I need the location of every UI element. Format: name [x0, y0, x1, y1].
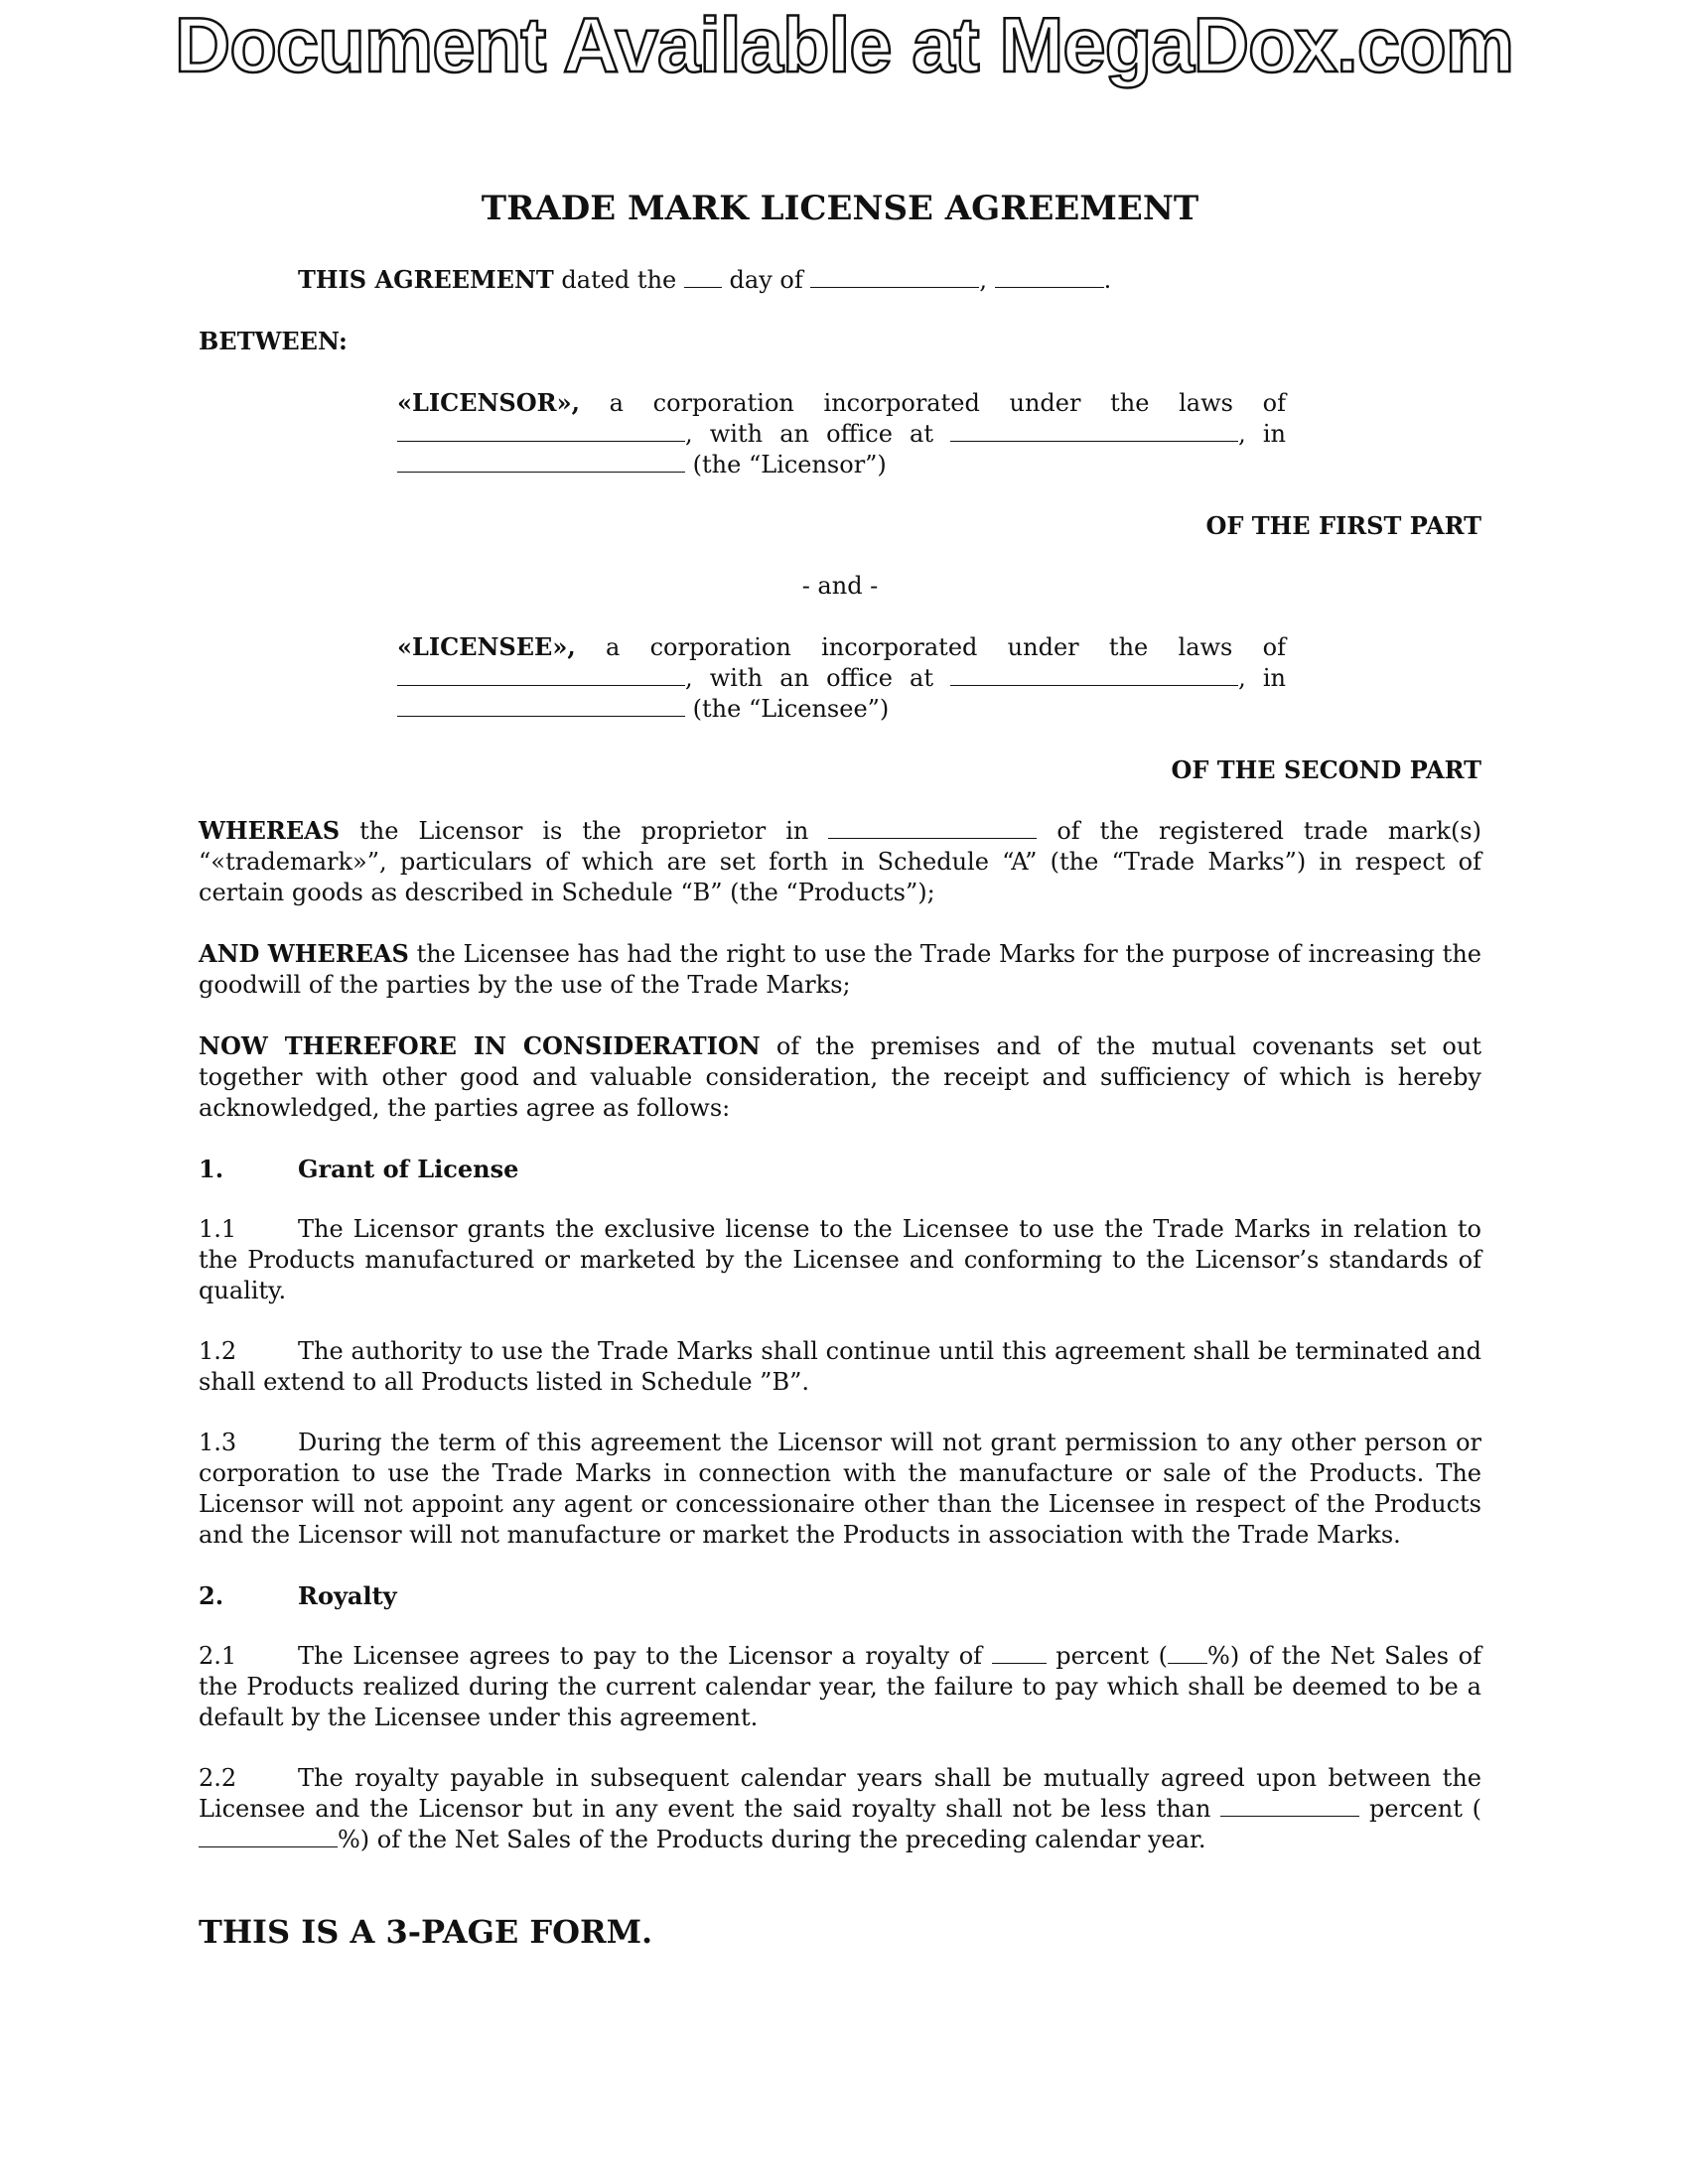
month-blank — [810, 265, 979, 288]
licensor-location-blank — [397, 450, 685, 473]
minimum-royalty-words-blank — [1220, 1794, 1359, 1817]
and-whereas-text: the Licensee has had the right to use the Trade Marks for the purpose of increasing the goodwill of the parties by the use of the Trade Marks; — [199, 940, 1481, 999]
now-therefore-lead: NOW THEREFORE IN CONSIDERATION — [199, 1031, 761, 1060]
whereas-lead: WHEREAS — [199, 816, 341, 845]
licensor-jurisdiction-blank — [397, 419, 685, 442]
licensor-incorporation: a corporation incorporated under the laws of — [609, 389, 1286, 417]
between-text: BETWEEN: — [199, 327, 348, 355]
clause-1-1-text: The Licensor grants the exclusive license to the Licensee to use the Trade Marks in relation to the Products manufactured or marketed by the Licensee and conforming to the Licensor’s standards of quality. — [199, 1215, 1481, 1304]
clause-2-1-text-b: percent ( — [1055, 1642, 1169, 1670]
licensee-jurisdiction-blank — [397, 663, 685, 686]
whereas-recital — [199, 815, 1481, 908]
now-therefore-clause — [199, 1030, 1481, 1124]
clause-2-2-number: 2.2 — [199, 1764, 237, 1792]
year-blank — [995, 265, 1104, 288]
section-1-heading — [199, 1154, 1481, 1184]
jurisdiction-blank — [828, 816, 1037, 839]
licensee-incorporation: a corporation incorporated under the laws of — [606, 633, 1286, 661]
clause-2-2 — [199, 1763, 1481, 1855]
and-whereas-lead: AND WHEREAS — [199, 939, 409, 968]
document-title: TRADE MARK LICENSE AGREEMENT — [481, 189, 1199, 228]
document-page — [199, 189, 1481, 1951]
preamble-day-of: day of — [729, 266, 803, 294]
licensor-office-blank — [950, 419, 1238, 442]
licensor-in: , in — [1238, 420, 1286, 448]
clause-2-1-number: 2.1 — [199, 1642, 237, 1670]
section-2-title: Royalty — [298, 1581, 397, 1610]
royalty-percent-words-blank — [992, 1641, 1047, 1664]
clause-2-2-text-c: %) of the Net Sales of the Products during the preceding calendar year. — [338, 1826, 1206, 1853]
section-1-number: 1. — [199, 1155, 224, 1183]
clause-1-1-number: 1.1 — [199, 1215, 237, 1243]
section-1-title: Grant of License — [298, 1155, 519, 1183]
day-blank — [684, 265, 722, 288]
licensor-party-block — [397, 387, 1286, 480]
between-label — [199, 326, 1481, 357]
clause-1-2 — [199, 1336, 1481, 1398]
licensor-with-office: , with an office at — [685, 420, 933, 448]
royalty-percent-number-blank — [1168, 1641, 1207, 1664]
licensee-in: , in — [1238, 664, 1286, 692]
clause-1-1 — [199, 1214, 1481, 1306]
licensee-office-blank — [950, 663, 1238, 686]
whereas-text-2: of the registered trade mark(s) “«trademark»”, particulars of which are set forth in Schedule “A” (the “Trade Marks”) in respect of certain goods as described in Schedule “B” (the “Products”); — [199, 817, 1481, 906]
licensee-defined-term: (the “Licensee”) — [692, 695, 890, 723]
page-count-notice: THIS IS A 3-PAGE FORM. — [199, 1913, 653, 1951]
now-therefore-text: of the premises and of the mutual covenants set out together with other good and valuable consideration, the receipt and sufficiency of which is hereby acknowledged, the parties agree as follows: — [199, 1032, 1481, 1122]
licensee-name: «LICENSEE», — [397, 632, 576, 661]
preamble-lead: THIS AGREEMENT — [298, 265, 554, 294]
section-2-heading — [199, 1580, 1481, 1611]
clause-2-2-text-a: The royalty payable in subsequent calendar years shall be mutually agreed upon between the Licensee and the Licensor but in any event the said royalty shall not be less than — [199, 1764, 1481, 1823]
and-separator: - and - — [801, 572, 879, 600]
clause-1-2-number: 1.2 — [199, 1337, 237, 1365]
licensee-party-block — [397, 631, 1286, 725]
preamble: THIS AGREEMENT dated the day of , . — [298, 265, 1112, 294]
section-2-number: 2. — [199, 1581, 224, 1610]
clause-2-1 — [199, 1641, 1481, 1733]
whereas-text-1: the Licensor is the proprietor in — [359, 817, 809, 845]
clause-2-1-text-c: %) of the Net Sales of the Products realized during the current calendar year, the failure to pay which shall be deemed to be a default by the Licensee under this agreement. — [199, 1642, 1481, 1731]
licensor-defined-term: (the “Licensor”) — [692, 451, 887, 478]
clause-2-1-text-a: The Licensee agrees to pay to the Licensor a royalty of — [298, 1642, 983, 1670]
minimum-royalty-number-blank — [199, 1825, 338, 1847]
megadox-watermark-banner: Document Available at MegaDox.com — [174, 1, 1514, 88]
clause-1-3 — [199, 1428, 1481, 1551]
clause-2-2-text-b: percent ( — [1369, 1795, 1481, 1823]
clause-1-2-text: The authority to use the Trade Marks shall continue until this agreement shall be terminated and shall extend to all Products listed in Schedule ”B”. — [199, 1337, 1481, 1396]
licensee-location-blank — [397, 694, 685, 717]
first-part-label: OF THE FIRST PART — [1205, 511, 1481, 540]
second-part-label: OF THE SECOND PART — [1171, 755, 1481, 784]
licensor-name: «LICENSOR», — [397, 388, 580, 417]
clause-1-3-text: During the term of this agreement the Licensor will not grant permission to any other person or corporation to use the Trade Marks in connection with the manufacture or sale of the Products. The Licensor will not appoint any agent or concessionaire other than the Licensee in respect of the Products and the Licensor will not manufacture or market the Products in association with the Trade Marks. — [199, 1429, 1481, 1549]
preamble-dated-the: dated the — [561, 266, 677, 294]
licensee-with-office: , with an office at — [685, 664, 933, 692]
clause-1-3-number: 1.3 — [199, 1429, 237, 1456]
and-whereas-recital — [199, 938, 1481, 1001]
